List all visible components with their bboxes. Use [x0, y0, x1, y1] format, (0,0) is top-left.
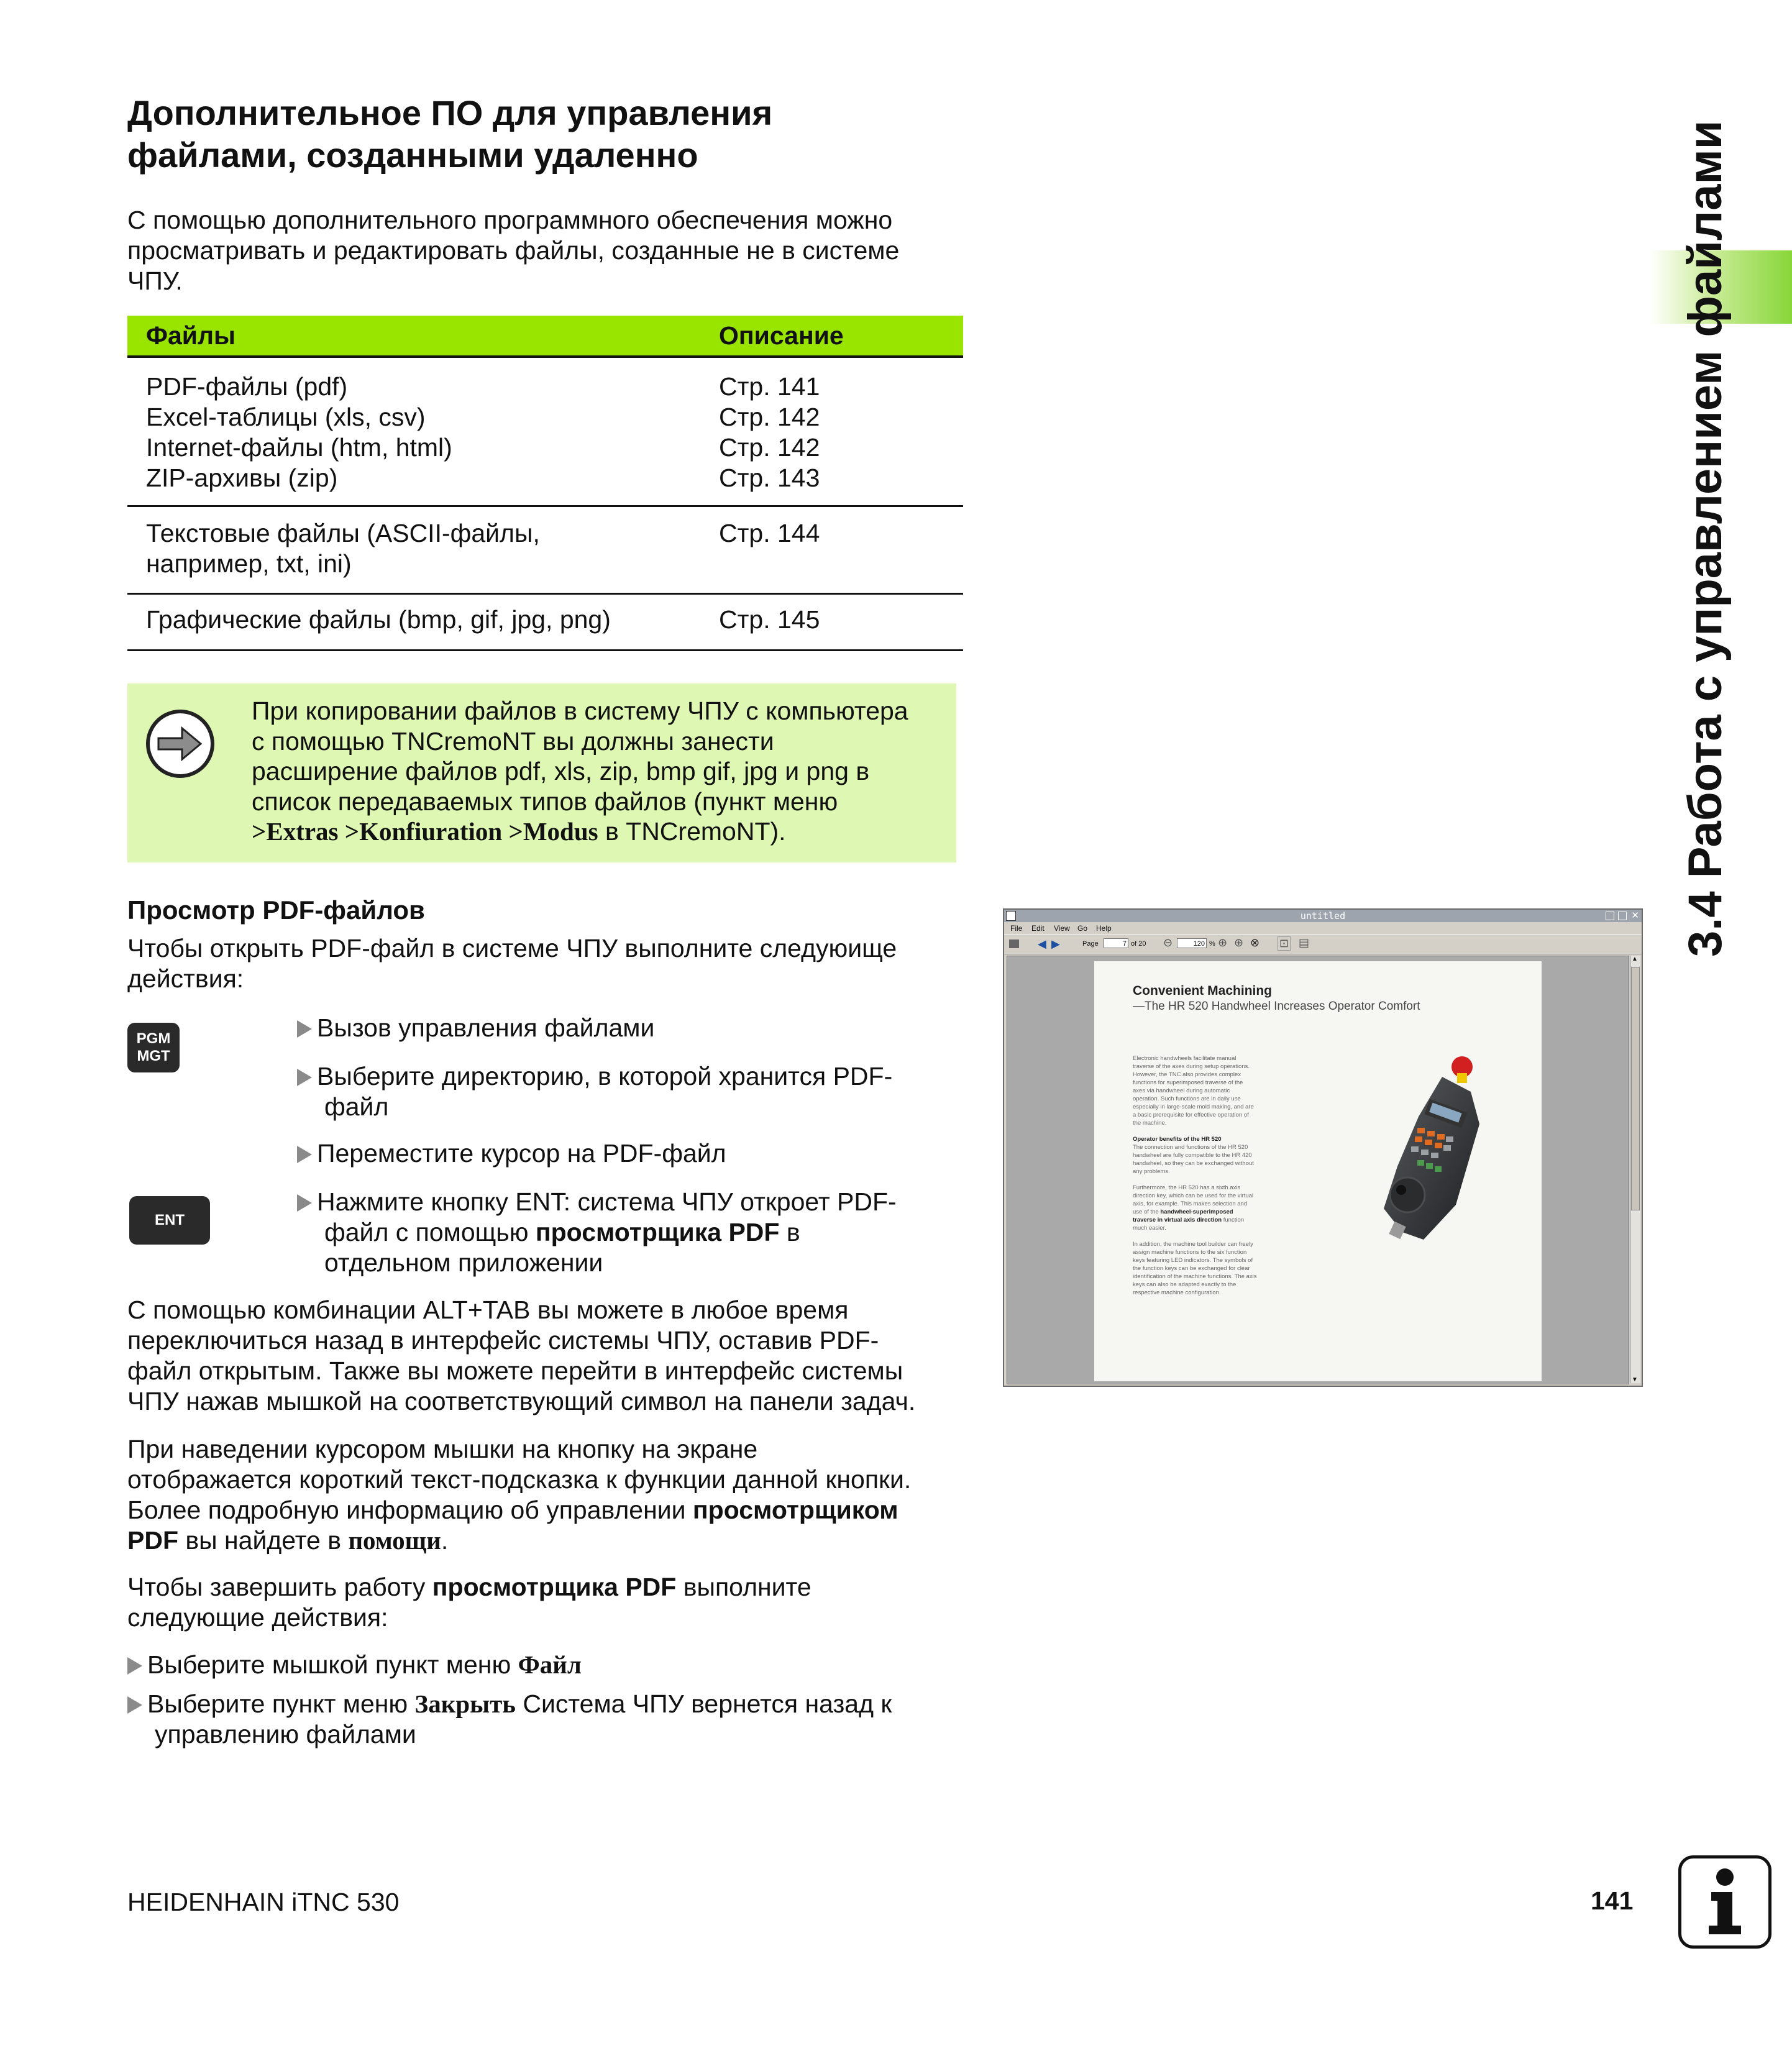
ent-key[interactable]: ENT	[129, 1196, 210, 1245]
files-cell: Графические файлы (bmp, gif, jpg, png)	[146, 605, 611, 634]
zoom-input[interactable]: 120	[1177, 938, 1207, 948]
tooltip-paragraph: При наведении курсором мышки на кнопку на экране отображается короткий текст-подсказка к функции данной кнопки. Более подробную информацию об управлении просмотрщиком PDF вы найдете в помощи.	[127, 1435, 912, 1555]
document-body: Electronic handwheels facilitate manual traverse of the axes during setup operations. However, the TNC also provides complex functions for superimposed traverse of the axes via handwheel during automatic operation. Such functions are in daily use especially in large-scale mold making, and are a basic prerequisite for effective operation of the machine. Operator benefits of the HR 520 The connection and functions of the HR 520 handwheel are fully compatible to the HR 420 handwheel, so they can be exchanged without any problems. Furthermore, the HR 520 has a sixth axis direction key, which can be used for the virtual axis, for example. This makes selection and use of the handwheel-superimposed traverse in virtual axis direction function much easier. In addition, the machine tool builder can freely assign machine functions to the six function keys featuring LED indicators. The symbols of the function keys can be exchanged for clear identification of the machine functions. The axis keys can also be adapted exactly to the respective machine configuration.	[1133, 1055, 1257, 1296]
menu-edit[interactable]: Edit	[1031, 924, 1045, 933]
step-4: Нажмите кнопку ENT: система ЧПУ откроет PDF- файл с помощью просмотрщика PDF в отдельном приложении	[297, 1187, 968, 1278]
column-header-files: Файлы	[146, 321, 236, 350]
scroll-thumb[interactable]	[1631, 967, 1640, 1210]
table-row	[127, 507, 963, 595]
step-1: Вызов управления файлами	[297, 1013, 968, 1043]
info-icon	[1678, 1855, 1771, 1949]
vertical-scrollbar[interactable]	[1630, 956, 1640, 1383]
files-table	[127, 316, 963, 651]
note-text: При копировании файлов в систему ЧПУ с компьютера с помощью TNCremoNT вы должны занести расширение файлов pdf, xls, zip, bmp gif, jpg и png в список передаваемых типов файлов (пункт меню >Extras >Konfiuration >Modus в TNCremoNT).	[252, 697, 908, 846]
print-icon[interactable]	[1009, 939, 1019, 948]
viewer-title-bar: untitled ✕	[1004, 910, 1642, 922]
pgm-mgt-key[interactable]: PGM MGT	[127, 1023, 180, 1072]
page-input[interactable]: 7	[1104, 938, 1128, 948]
viewer-menu-bar	[1004, 922, 1642, 935]
note-box	[127, 683, 956, 862]
scroll-down-icon[interactable]: ▼	[1632, 1376, 1638, 1383]
pdf-intro: Чтобы открыть PDF-файл в системе ЧПУ выполните следуюище действия:	[127, 934, 897, 993]
pdf-subheading: Просмотр PDF-файлов	[127, 895, 425, 925]
footer-product: HEIDENHAIN iTNC 530	[127, 1888, 400, 1916]
close-step-2: Выберите пункт меню Закрыть Система ЧПУ вернется назад к управлению файлами	[127, 1689, 985, 1750]
page-icon[interactable]: ▤	[1299, 936, 1310, 949]
alt-tab-paragraph: С помощью комбинации ALT+TAB вы можете в любое время переключиться назад в интерфейс системы ЧПУ, оставив PDF- файл открытым. Также вы можете перейти в интерфейс системы ЧПУ нажав мышкой на соответствующий символ на панели задач.	[127, 1296, 916, 1415]
document-area[interactable]	[1007, 956, 1629, 1384]
scroll-up-icon[interactable]: ▲	[1632, 956, 1638, 962]
menu-view[interactable]: View	[1054, 924, 1070, 933]
section-heading: Дополнительное ПО для управления файлами, созданными удаленно	[127, 93, 773, 175]
step-3: Переместите курсор на PDF-файл	[297, 1138, 968, 1169]
menu-file[interactable]: File	[1010, 924, 1023, 933]
table-row	[127, 358, 963, 507]
back-icon[interactable]: ◀	[1038, 938, 1046, 950]
document-page: Convenient Machining —The HR 520 Handwheel Increases Operator Comfort Electronic handwheels facilitate manual traverse of the axes during setup operations. However, the TNC also provides complex functions for superimposed traverse of the axes via handwheel during automatic operation. Such functions are in daily use especially in large-scale mold making, and are a basic prerequisite for effective operation of the machine. Operator benefits of the HR 520 The connection and functions of the HR 520 handwheel are fully compatible to the HR 420 handwheel, so they can be exchanged without any problems. Furthermore, the HR 520 has a sixth axis direction key, which can be used for the virtual axis, for example. This makes selection and use of the handwheel-superimposed traverse in virtual axis direction function much easier. In addition, the machine tool builder can freely assign machine functions to the six function keys featuring LED indicators. The symbols of the function keys can be exchanged for clear identification of the machine functions. The axis keys can also be adapted exactly to the respective machine configuration.	[1094, 961, 1542, 1381]
step-arrow-icon	[297, 1194, 312, 1212]
step-arrow-icon	[127, 1657, 142, 1675]
pages-cell: Стр. 141 Стр. 142 Стр. 142 Стр. 143	[719, 372, 820, 492]
handwheel-image	[1324, 1042, 1511, 1241]
files-cell: Текстовые файлы (ASCII-файлы, например, txt, ini)	[146, 519, 540, 578]
minimize-icon[interactable]	[1606, 912, 1614, 920]
close-icon[interactable]: ✕	[1631, 910, 1639, 921]
step-arrow-icon	[297, 1020, 312, 1038]
chapter-title: 3.4 Работа с управлением файлами	[1679, 120, 1732, 957]
column-header-description: Описание	[719, 321, 844, 350]
page-number: 141	[1591, 1886, 1634, 1915]
zoom-out-icon[interactable]: ⊖	[1163, 936, 1173, 949]
table-header	[127, 316, 963, 358]
menu-go[interactable]: Go	[1077, 924, 1088, 933]
intro-paragraph: С помощью дополнительного программного обеспечения можно просматривать и редактировать файлы, созданные не в системе ЧПУ.	[127, 206, 900, 295]
menu-path: >Extras >Konfiuration >Modus	[252, 817, 598, 846]
zoom-in-icon[interactable]: ⊕	[1218, 936, 1228, 949]
arrow-right-icon	[146, 710, 214, 778]
pdf-viewer-screenshot	[1003, 908, 1643, 1387]
forward-icon[interactable]: ▶	[1051, 938, 1060, 950]
step-arrow-icon	[297, 1069, 312, 1086]
files-cell: PDF-файлы (pdf) Excel-таблицы (xls, csv) Internet-файлы (htm, html) ZIP-архивы (zip)	[146, 372, 452, 492]
close-paragraph: Чтобы завершить работу просмотрщика PDF выполните следующие действия:	[127, 1573, 811, 1632]
step-arrow-icon	[297, 1146, 312, 1163]
step-2: Выберите директорию, в которой хранится PDF- файл	[297, 1061, 968, 1122]
close-step-1: Выберите мышкой пункт меню Файл	[127, 1650, 985, 1680]
table-row	[127, 595, 963, 651]
menu-help[interactable]: Help	[1096, 924, 1112, 933]
step-arrow-icon	[127, 1696, 142, 1714]
zoom-icon[interactable]: ⊕	[1234, 936, 1244, 949]
pages-cell: Стр. 144	[719, 519, 820, 547]
fit-page-icon[interactable]: ⊗	[1250, 936, 1260, 949]
pages-cell: Стр. 145	[719, 605, 820, 634]
maximize-icon[interactable]	[1618, 912, 1627, 920]
viewer-toolbar: ◀ ▶ Page 7 of 20 ⊖ 120 % ⊕ ⊕ ⊗ ⊡ ▤	[1004, 935, 1642, 954]
fit-width-icon[interactable]: ⊡	[1278, 936, 1291, 951]
